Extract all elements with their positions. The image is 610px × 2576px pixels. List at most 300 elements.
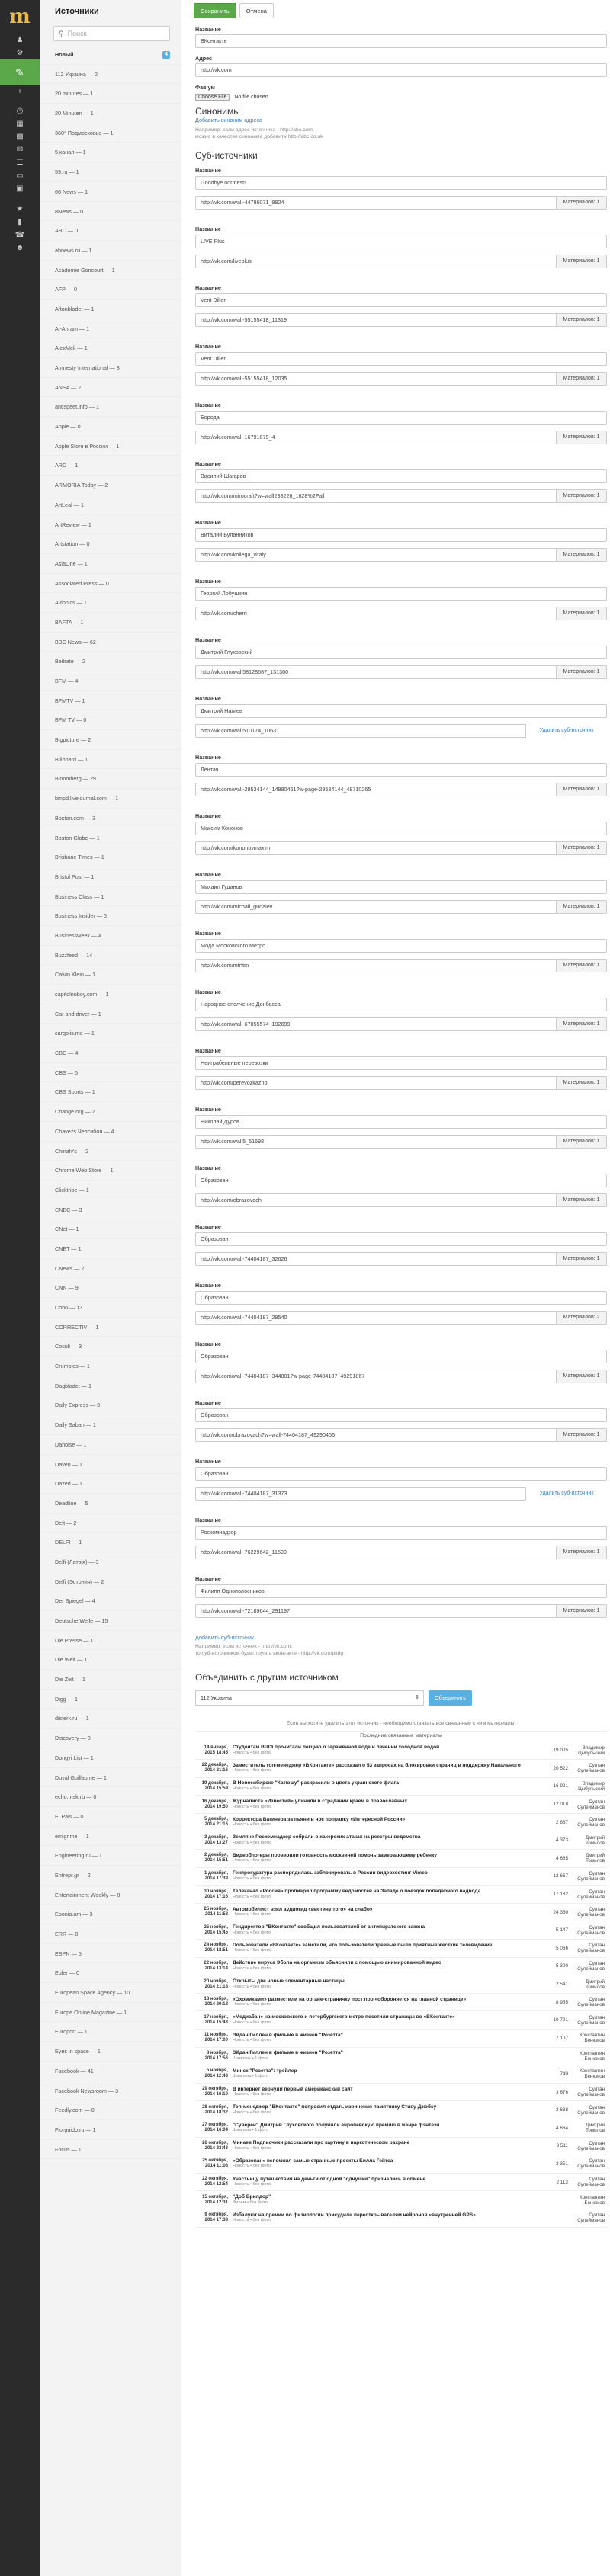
source-item[interactable]: [40, 1846, 181, 1866]
source-item[interactable]: [40, 1963, 181, 1983]
mail-icon[interactable]: ✉: [16, 146, 24, 154]
source-item[interactable]: [40, 1611, 181, 1631]
source-item[interactable]: [40, 1122, 181, 1142]
phone-icon[interactable]: ☎: [14, 231, 25, 239]
subsource-block: [195, 284, 607, 343]
subsource-block: [195, 930, 607, 988]
source-item[interactable]: [40, 1552, 181, 1572]
subsource-url-field[interactable]: http://vk.com/wall-74404187_32626: [195, 1252, 557, 1266]
save-button[interactable]: Сохранить: [194, 3, 236, 18]
source-item-label: 360° Подмосковье — 1: [55, 129, 114, 136]
materials-label: Материалов:: [563, 669, 597, 674]
news-meta: Новость • без фото: [233, 1984, 271, 1989]
source-item[interactable]: [40, 1357, 181, 1376]
source-item[interactable]: [40, 1161, 181, 1181]
subsource-url-field[interactable]: http://vk.com/kononovmaxim: [195, 841, 557, 855]
table-row[interactable]: [195, 1850, 607, 1868]
subsource-name-field[interactable]: Образован: [195, 1408, 607, 1422]
source-item[interactable]: [40, 1514, 181, 1533]
bookmark-icon[interactable]: ▮: [18, 218, 22, 226]
table-row[interactable]: [195, 1886, 607, 1904]
source-item[interactable]: [40, 1650, 181, 1670]
subsource-name-field[interactable]: Vent Diller: [195, 352, 607, 366]
list-icon[interactable]: ☰: [16, 159, 24, 167]
subsource-name-field[interactable]: Дмитрий Нагиев: [195, 704, 607, 718]
table-row[interactable]: [195, 1921, 607, 1940]
source-item[interactable]: [40, 1729, 181, 1748]
source-item[interactable]: [40, 1866, 181, 1886]
news-title[interactable]: В Новосибирске "Катюшу" раскрасили в цвета украинского флага: [233, 1780, 399, 1786]
source-item[interactable]: [40, 946, 181, 966]
source-item[interactable]: [40, 1905, 181, 1924]
table-row[interactable]: [195, 2101, 607, 2119]
materials-button[interactable]: [557, 1370, 607, 1383]
source-item[interactable]: [40, 45, 181, 65]
subsource-name-field[interactable]: Лентач: [195, 763, 607, 777]
source-item[interactable]: [40, 1337, 181, 1357]
source-item[interactable]: [40, 847, 181, 867]
subsource-url-field[interactable]: http://vk.com/wall510174_10631: [195, 724, 526, 738]
materials-button[interactable]: [557, 1428, 607, 1442]
source-item[interactable]: [40, 652, 181, 671]
source-item[interactable]: [40, 1591, 181, 1611]
source-item[interactable]: [40, 143, 181, 162]
materials-count: 1: [596, 493, 600, 498]
subsource-name-field[interactable]: Максим Кононов: [195, 822, 607, 835]
news-views: 4 664: [541, 2119, 570, 2137]
delete-subsource-link[interactable]: Удалить суб-источник: [539, 728, 594, 733]
table-row[interactable]: [195, 1796, 607, 1814]
materials-button[interactable]: [557, 372, 607, 386]
source-item[interactable]: [40, 867, 181, 887]
source-item[interactable]: [40, 554, 181, 574]
subsource-url-field[interactable]: http://vk.com/wall5_51698: [195, 1135, 557, 1149]
materials-button[interactable]: [557, 1546, 607, 1559]
search-input[interactable]: [53, 26, 170, 41]
source-item[interactable]: [40, 397, 181, 417]
source-item-label: Beitrate — 2: [55, 658, 85, 665]
materials-button[interactable]: [557, 841, 607, 855]
subsource-name-field[interactable]: Образован: [195, 1467, 607, 1481]
materials-button[interactable]: [557, 548, 607, 562]
source-item[interactable]: [40, 809, 181, 828]
add-subsource-link[interactable]: Добавить суб-источник: [195, 1634, 255, 1641]
desktop-icon[interactable]: ▣: [16, 184, 24, 193]
source-item[interactable]: [40, 221, 181, 241]
subsource-name-field[interactable]: Борода: [195, 411, 607, 425]
source-item[interactable]: [40, 633, 181, 652]
news-title[interactable]: Эйдан Гиллен в фильме в жизнен "Розетта": [233, 2050, 343, 2056]
source-item[interactable]: [40, 710, 181, 730]
news-title[interactable]: Пользователи «ВКонтакте» заметили, что пользователи трезвые были приятные жесткие телевидение: [233, 1942, 493, 1948]
table-row[interactable]: [195, 1867, 607, 1886]
cancel-button[interactable]: Отмена: [239, 3, 274, 18]
source-item-label: Engineering.ru — 1: [55, 1852, 102, 1860]
source-item[interactable]: [40, 162, 181, 182]
source-item[interactable]: [40, 437, 181, 457]
news-title[interactable]: Телеканал «Россия» пропиарил программу ведомостей на Западе о поездок попадабного надвода: [233, 1889, 481, 1895]
news-title[interactable]: Избалуют на премии по физиологии присудили переоткрывателям нейронов «внутренней GPS»: [233, 2212, 476, 2218]
source-item[interactable]: [40, 1278, 181, 1298]
news-title[interactable]: Участницу путешествия на деньги от одной "однушки" признались в обмене: [233, 2176, 426, 2182]
add-synonym-link[interactable]: Добавить синоним адреса: [195, 117, 263, 123]
table-row[interactable]: [195, 2155, 607, 2174]
news-author: Султан Сулейманов: [570, 1993, 607, 2011]
subsource-block: [195, 1575, 607, 1634]
source-item[interactable]: [40, 1631, 181, 1651]
table-row[interactable]: [195, 1975, 607, 1994]
materials-button[interactable]: [557, 1311, 607, 1325]
source-item[interactable]: [40, 769, 181, 789]
source-item[interactable]: [40, 1298, 181, 1318]
source-item[interactable]: [40, 338, 181, 358]
materials-button[interactable]: [557, 313, 607, 327]
edit-icon[interactable]: ✎: [0, 59, 40, 85]
subsource-name-field[interactable]: Народное ополчение Донбасса: [195, 998, 607, 1011]
materials-button[interactable]: [557, 1252, 607, 1266]
news-title[interactable]: Действие вируса Эбола на организм объяснили с помощью анимированной видео: [233, 1960, 441, 1966]
subsource-name-label: Название: [195, 1165, 221, 1171]
subsource-url-field[interactable]: http://vk.com/wall-74404187_344801?w-page-74404187_49291867: [195, 1370, 557, 1383]
source-item[interactable]: [40, 1572, 181, 1592]
subsource-url-field[interactable]: http://vk.com/wall-74404187_31373: [195, 1487, 526, 1501]
table-row[interactable]: [195, 2083, 607, 2101]
subsource-name-field[interactable]: Образован: [195, 1232, 607, 1246]
address-field[interactable]: http://vk.com: [195, 63, 607, 77]
table-row[interactable]: [195, 2173, 607, 2191]
subsource-block: [195, 1399, 607, 1458]
news-title-cell: [230, 1921, 541, 1940]
source-item[interactable]: [40, 906, 181, 926]
news-title[interactable]: Земляне Роскомнадзор собрали в хакерских атаках на реестры ведомства: [233, 1834, 421, 1841]
table-row[interactable]: [195, 2137, 607, 2155]
source-item-label: echo.msk.ru — 0: [55, 1793, 97, 1801]
source-item-label: Boston Globe — 1: [55, 834, 100, 841]
source-item[interactable]: [40, 2081, 181, 2101]
source-item[interactable]: [40, 182, 181, 202]
materials-button[interactable]: [557, 1193, 607, 1207]
source-item[interactable]: [40, 241, 181, 261]
subsource-url-field[interactable]: http://vk.com/wall-72189644_291197: [195, 1604, 557, 1618]
source-item[interactable]: [40, 828, 181, 848]
subsource-url-field[interactable]: http://vk.com/wall-16791079_4: [195, 431, 557, 444]
subsource-name-field[interactable]: Николай Дуров: [195, 1115, 607, 1129]
source-item[interactable]: [40, 515, 181, 535]
source-item[interactable]: [40, 280, 181, 300]
source-item[interactable]: [40, 1533, 181, 1552]
source-item[interactable]: [40, 1787, 181, 1807]
source-item-label: CNN — 9: [55, 1284, 79, 1292]
news-title[interactable]: Журналиста «Известий» уличили в страдании краем в православных: [233, 1799, 408, 1805]
subsource-name-label: Название: [195, 1341, 221, 1347]
subsource-name-field[interactable]: Василий Шагаров: [195, 469, 607, 483]
news-author: Константин Бенюмов: [570, 2030, 607, 2048]
news-meta: Новость • без фото: [233, 2002, 271, 2007]
news-date: 30 ноября, 2014 17:16: [195, 1886, 230, 1904]
table-row[interactable]: [195, 2047, 607, 2065]
source-item[interactable]: [40, 1924, 181, 1944]
source-item[interactable]: [40, 456, 181, 476]
news-views: 2 541: [541, 1975, 570, 1994]
subsource-url-field[interactable]: http://vk.com/michail_gudalev: [195, 900, 557, 914]
subsource-url-field[interactable]: http://vk.com/cherri: [195, 607, 557, 620]
display-icon[interactable]: ▭: [16, 171, 24, 180]
source-item[interactable]: [40, 104, 181, 123]
subsource-url-field[interactable]: http://vk.com/obrazovach?w=wall-74404187_49290456: [195, 1428, 557, 1442]
materials-button[interactable]: [557, 783, 607, 796]
news-title[interactable]: Топ-менеджер "ВКонтакте" попросил отдать извинения памятнику Стиву Джобсу: [233, 2104, 437, 2110]
source-item[interactable]: [40, 750, 181, 770]
source-item[interactable]: [40, 691, 181, 711]
subsource-name-field[interactable]: LIVE Plus: [195, 235, 607, 248]
source-item[interactable]: [40, 1142, 181, 1161]
source-item[interactable]: [40, 1376, 181, 1396]
subsource-url-field[interactable]: http://vk.com/wall-44786071_9824: [195, 196, 557, 210]
source-item[interactable]: [40, 574, 181, 594]
source-item[interactable]: [40, 1043, 181, 1063]
subsource-url-field[interactable]: http://vk.com/wall-76229642_11599: [195, 1546, 557, 1559]
source-item[interactable]: [40, 202, 181, 222]
table-row[interactable]: [195, 1741, 607, 1760]
table-row[interactable]: [195, 2030, 607, 2048]
table-row[interactable]: [195, 1993, 607, 2011]
source-item[interactable]: [40, 123, 181, 143]
source-item[interactable]: [40, 1063, 181, 1083]
subsource-name-field[interactable]: Образован: [195, 1174, 607, 1187]
subsource-name-field[interactable]: Георгий Лобушкин: [195, 587, 607, 601]
subsource-name-field[interactable]: Виталий Буланников: [195, 528, 607, 542]
materials-button[interactable]: [557, 196, 607, 210]
source-item[interactable]: [40, 84, 181, 104]
sources-title: Источники: [55, 7, 99, 16]
subsource-name-field[interactable]: Дмитрий Глуховский: [195, 646, 607, 659]
source-item-label: CBC — 4: [55, 1049, 79, 1057]
source-item-label: AsiaOne — 1: [55, 559, 88, 567]
source-item-label: BFM TV — 0: [55, 716, 87, 724]
source-item-label: ERR — 0: [55, 1930, 79, 1937]
news-title[interactable]: Минск "Розетта": трейлер: [233, 2068, 297, 2074]
subsource-url-field[interactable]: http://vk.com/liveplus: [195, 255, 557, 268]
news-date: 22 ноября, 2014 13:14: [195, 1957, 230, 1975]
subsource-url-field[interactable]: http://vk.com/mtrftm: [195, 959, 557, 972]
materials-button[interactable]: [557, 1135, 607, 1149]
subsource-name-field[interactable]: Мода Московского Метро: [195, 939, 607, 953]
source-item[interactable]: [40, 1200, 181, 1220]
table-row[interactable]: [195, 1957, 607, 1975]
settings-icon[interactable]: ⚙: [16, 49, 24, 57]
materials-button[interactable]: [557, 665, 607, 679]
source-item[interactable]: [40, 2140, 181, 2160]
source-item[interactable]: [40, 1415, 181, 1435]
source-item[interactable]: [40, 965, 181, 985]
subsource-name-label: Название: [195, 460, 221, 467]
user-icon[interactable]: ♟: [16, 36, 24, 44]
news-date: 27 октября, 2014 16:04: [195, 2119, 230, 2137]
source-item[interactable]: [40, 789, 181, 809]
delete-subsource-link[interactable]: Удалить суб-источник: [539, 1491, 594, 1496]
table-row[interactable]: [195, 1903, 607, 1921]
source-item[interactable]: [40, 300, 181, 319]
materials-button[interactable]: [557, 255, 607, 268]
source-item-label: AFP — 0: [55, 286, 78, 293]
materials-button[interactable]: [557, 1604, 607, 1618]
news-title-cell: [230, 1831, 541, 1850]
source-item[interactable]: [40, 1670, 181, 1690]
materials-button[interactable]: [557, 431, 607, 444]
materials-button[interactable]: [557, 1017, 607, 1031]
source-item[interactable]: [40, 1886, 181, 1905]
source-item[interactable]: [40, 417, 181, 437]
source-item[interactable]: [40, 593, 181, 613]
source-item[interactable]: [40, 887, 181, 907]
source-item[interactable]: [40, 2100, 181, 2120]
materials-count: 1: [596, 1608, 600, 1613]
subsource-name-field[interactable]: Неиграбельные перевозки: [195, 1056, 607, 1070]
source-item[interactable]: [40, 1768, 181, 1788]
source-item[interactable]: [40, 1690, 181, 1709]
source-item[interactable]: [40, 65, 181, 85]
news-title[interactable]: Генпрокуратура распорядилась заблокировать в России видеохостинг Vimeo: [233, 1870, 428, 1876]
subsource-url-field[interactable]: http://vk.com/kollega_vitaly: [195, 548, 557, 562]
subsource-url-field[interactable]: http://vk.com/wall58128687_131300: [195, 665, 557, 679]
source-item[interactable]: [40, 2003, 181, 2023]
news-title[interactable]: Корректора Вагинера за пьяни в нос поправку «Интересной России»: [233, 1816, 406, 1822]
source-item[interactable]: [40, 1827, 181, 1847]
subsource-url-field[interactable]: http://vk.com/wall-67055574_192699: [195, 1017, 557, 1031]
source-item[interactable]: [40, 671, 181, 691]
news-views: 12 667: [541, 1867, 570, 1886]
source-item[interactable]: [40, 495, 181, 515]
subsource-name-field[interactable]: Филипп Однополосников: [195, 1584, 607, 1598]
news-title[interactable]: "Доб Брилдор": [233, 2194, 271, 2200]
clock-icon[interactable]: ◷: [16, 107, 24, 115]
group-icon[interactable]: ☻: [15, 244, 24, 252]
subsource-url-field[interactable]: http://vk.com/wall-55155418_12035: [195, 372, 557, 386]
source-item[interactable]: [40, 1455, 181, 1475]
materials-button[interactable]: [557, 900, 607, 914]
source-item[interactable]: [40, 2022, 181, 2042]
source-item[interactable]: [40, 1494, 181, 1514]
news-title[interactable]: Видеоблогеры проверили готовность москвичей помочь замерзающему ребенку: [233, 1852, 437, 1858]
news-title[interactable]: В интернет вернули первый американский сайт: [233, 2086, 353, 2092]
combine-select[interactable]: [195, 1690, 424, 1706]
news-title[interactable]: "Суверен" Дмитрий Глуховского получили европейскую премию в жанре фэнтези: [233, 2122, 440, 2128]
news-title[interactable]: «Охомиками» разместили на органе-страничку пост про «обороняется на главной странице»: [233, 1996, 467, 2002]
source-item[interactable]: [40, 1709, 181, 1729]
news-title[interactable]: Минаев Подписчики рассказали про картину в наркотическом рахране: [233, 2140, 410, 2146]
source-item[interactable]: [40, 476, 181, 495]
news-title[interactable]: Автомобилист взял аудиогид «вистину того» на слабо»: [233, 1906, 373, 1912]
materials-button[interactable]: [557, 607, 607, 620]
table-row[interactable]: [195, 2191, 607, 2209]
name-field[interactable]: ВКонтакте: [195, 34, 607, 48]
table-row[interactable]: [195, 2065, 607, 2084]
materials-button[interactable]: [557, 489, 607, 503]
source-item[interactable]: [40, 1219, 181, 1239]
table-row[interactable]: [195, 1760, 607, 1778]
subsource-name-field[interactable]: Роскомнадзор: [195, 1526, 607, 1540]
source-item[interactable]: [40, 2062, 181, 2081]
source-item[interactable]: [40, 1748, 181, 1768]
news-title[interactable]: Гендиректор "ВКонтакте" сообщил пользователей от антипиратского закона: [233, 1924, 425, 1930]
source-item[interactable]: [40, 1259, 181, 1279]
source-item[interactable]: [40, 1024, 181, 1043]
materials-button[interactable]: [557, 1076, 607, 1090]
subsource-name-field[interactable]: Goodbye normest!: [195, 176, 607, 190]
news-title[interactable]: «Образован» вспомнил самые странные проекты Билла Гейтса: [233, 2158, 393, 2164]
choose-file-button[interactable]: Choose File: [195, 94, 230, 101]
news-title[interactable]: Открыты две новые элементарные частицы: [233, 1978, 345, 1985]
news-title[interactable]: Заместитель топ-менеджер «ВКонтакте» рассказал о 53 запросах на блокировки страниц в поддержку Навального: [233, 1762, 521, 1768]
table-row[interactable]: [195, 1940, 607, 1958]
table-row[interactable]: [195, 2209, 607, 2227]
source-item[interactable]: [40, 985, 181, 1004]
news-title[interactable]: Студентам ВШЭ прочитали лекцию о заражённой воде и лечении холодной водой: [233, 1745, 440, 1751]
source-item[interactable]: [40, 358, 181, 378]
subsource-url-field[interactable]: http://vk.com/obrazovach: [195, 1193, 557, 1207]
source-item[interactable]: [40, 2042, 181, 2062]
source-item[interactable]: [40, 1004, 181, 1024]
subsource-name-field[interactable]: Vent Diller: [195, 293, 607, 307]
plus-icon[interactable]: +: [18, 88, 22, 96]
source-item[interactable]: [40, 1239, 181, 1259]
source-item[interactable]: [40, 926, 181, 946]
subsource-url-field[interactable]: http://vk.com/wall-74404187_29540: [195, 1311, 557, 1325]
source-item[interactable]: [40, 613, 181, 633]
source-item[interactable]: [40, 730, 181, 750]
subsource-name-field[interactable]: Образован: [195, 1350, 607, 1363]
materials-button[interactable]: [557, 959, 607, 972]
source-item[interactable]: [40, 1395, 181, 1415]
source-item[interactable]: [40, 378, 181, 398]
source-item[interactable]: [40, 1474, 181, 1494]
source-item[interactable]: [40, 319, 181, 339]
subsource-name-field[interactable]: Образован: [195, 1291, 607, 1305]
source-item[interactable]: [40, 1944, 181, 1964]
table-row[interactable]: [195, 1813, 607, 1831]
source-item[interactable]: [40, 1983, 181, 2003]
calendar-icon[interactable]: ▦: [16, 120, 24, 128]
chart-icon[interactable]: ▩: [16, 133, 24, 141]
subsource-url-field[interactable]: http://vk.com/wall-55155418_11319: [195, 313, 557, 327]
source-item[interactable]: [40, 1318, 181, 1338]
source-item[interactable]: [40, 261, 181, 280]
combine-button[interactable]: Объединить: [429, 1690, 472, 1706]
subsource-url-field[interactable]: http://vk.com/mirocraft?w=wall238226_1628%2Fall: [195, 489, 557, 503]
subsource-url-field[interactable]: http://vk.com/wall-29534144_14880461?w-page-29534144_48710265: [195, 783, 557, 796]
table-row[interactable]: [195, 1777, 607, 1796]
star-icon[interactable]: ★: [16, 205, 24, 213]
source-item[interactable]: [40, 2120, 181, 2140]
news-meta: Новость • без фото: [233, 1858, 271, 1863]
source-item[interactable]: [40, 1102, 181, 1122]
subsource-name-field[interactable]: Михаил Гуданов: [195, 880, 607, 894]
table-row[interactable]: [195, 1831, 607, 1850]
source-item[interactable]: [40, 534, 181, 554]
news-title[interactable]: «Медиабан» на московского и петербургского метро посетили страницы во «ВКонтакте»: [233, 2014, 455, 2020]
table-row[interactable]: [195, 2119, 607, 2137]
news-title[interactable]: Эйдан Гиллен в фильме в жизнен "Розетта": [233, 2032, 343, 2038]
subsource-url-field[interactable]: http://vk.com/perevozkazno: [195, 1076, 557, 1090]
table-row[interactable]: [195, 2011, 607, 2030]
source-item[interactable]: [40, 1435, 181, 1455]
name-label: Название: [195, 26, 221, 33]
source-item[interactable]: [40, 1807, 181, 1827]
source-item[interactable]: [40, 1181, 181, 1200]
source-item[interactable]: [40, 1082, 181, 1102]
news-views: 3 351: [541, 2155, 570, 2174]
news-meta: Новость • без фото: [233, 1750, 271, 1755]
